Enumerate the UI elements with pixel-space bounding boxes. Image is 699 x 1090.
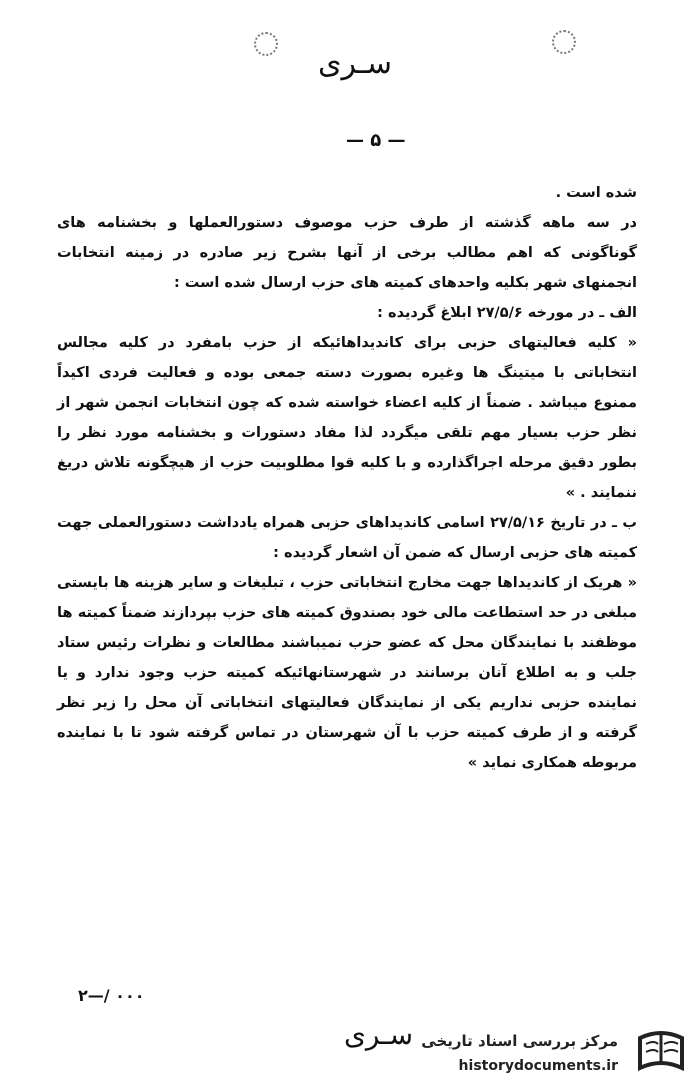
paragraph: الف ـ در مورخه ۲۷/۵/۶ ابلاغ گردیده : <box>377 305 637 321</box>
paragraph: در سه ماهه گذشته از طرف حزب موصوف دستورالعملها و بخشنامه های گوناگونی که اهم مطالب برخی از آنها بشرح زیر صادره در زمینه انتخابات انجمنهای شهر بکلیه واحدهای کمیته های حزب ارسال شده است : <box>57 215 637 291</box>
classification-footer: سـری <box>344 1018 414 1051</box>
watermark-url: historydocuments.ir <box>458 1058 618 1074</box>
paragraph: ب ـ در تاریخ ۲۷/۵/۱۶ اسامی کاندیداهای حزبی همراه یادداشت دستورالعملی جهت کمیته های حزبی ارسال که ضمن آن اشعار گردیده : <box>57 515 637 561</box>
archive-logo-icon <box>634 1028 688 1078</box>
paragraph: « هریک از کاندیداها جهت مخارج انتخاباتی حزب ، تبلیغات و سایر هزینه ها بایستی مبلغی در حد استطاعت مالی خود بصندوق کمیته های حزب بپردازند ضمناً کمیته ها موظفند با نمایندگان محل که عضو حزب نمیباشند مطالعات و نظرات رئیس ستاد جلب و به اطلاع آنان برسانند در شهرستانهائیکه کمیته حزب وجود ندارد و یا نماینده حزبی نداریم یکی از نمایندگان فعالیتهای انتخاباتی آن محل را زیر نظر گرفته و از طرف کمیته حزب با آن شهرستان در تماس گرفته شود تا با نماینده مربوطه همکاری نماید » <box>57 575 637 771</box>
punch-hole-mark <box>552 30 576 54</box>
document-reference-number: ۲—/ ۰۰۰ <box>78 986 145 1005</box>
page-number: — ۵ — <box>346 130 406 151</box>
paragraph: « کلیه فعالیتهای حزبی برای کاندیداهائیکه از حزب بامفرد در کلیه مجالس انتخاباتی با میتینگ ها وغیره بصورت دسته جمعی بوده و فعالیت فردی اکیداً ممنوع میباشد . ضمناً از کلیه اعضاء خواسته شده که چون انتخابات انجمن شهر از نظر حزب بسیار مهم تلقی میگردد لذا مفاد دستورات و بخشنامه مورد نظر را بطور دقیق مرحله اجراگذارده و با کلیه قوا مطلوبیت حزب از هیچگونه تلاش دریغ ننمایند . » <box>57 335 637 501</box>
watermark <box>421 1022 696 1084</box>
watermark-title: مرکز بررسی اسناد تاریخی <box>421 1032 618 1050</box>
punch-hole-mark <box>254 32 278 56</box>
paragraph: شده است . <box>555 185 637 201</box>
document-body <box>57 178 637 778</box>
classification-header: سـری <box>318 46 392 81</box>
